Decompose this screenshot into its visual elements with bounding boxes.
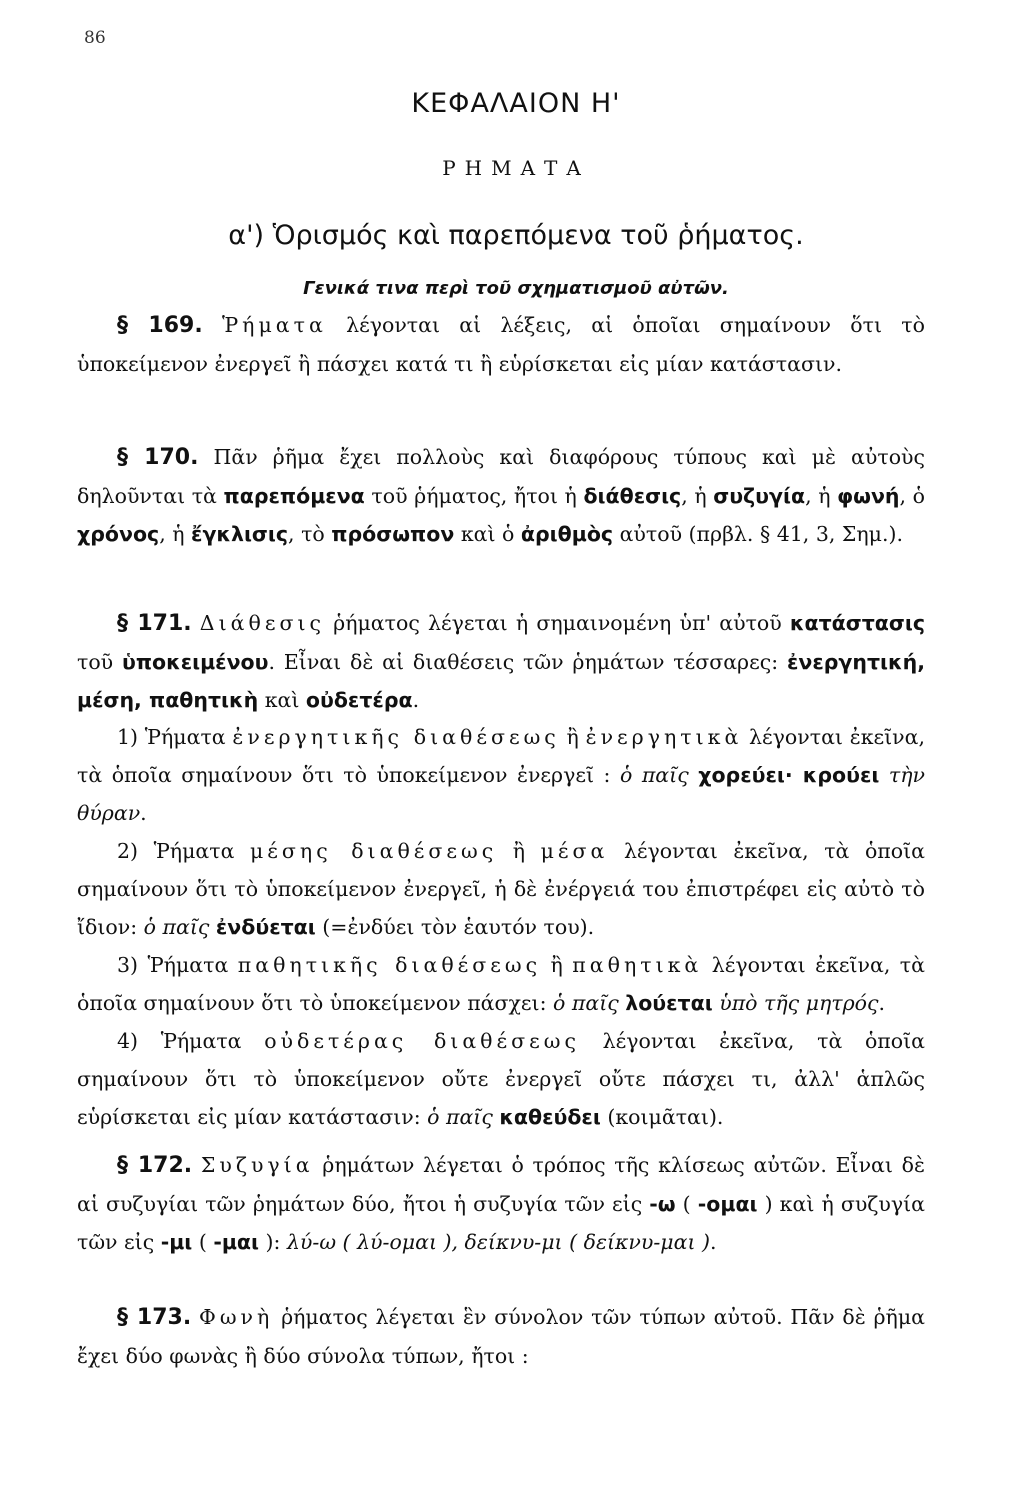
list-item-2	[77, 832, 925, 946]
spaced-term: μέσης διαθέσεως	[249, 839, 498, 863]
paragraph-text: λέγονται αἱ λέξεις, αἱ ὁποῖαι σημαίνουν ὅτι τὸ ὑποκείμενον ἐνεργεῖ ἢ πάσχει κατά τι ἢ εὑρίσκεται εἰς μίαν κατάστασιν.	[77, 313, 925, 376]
defined-term: Διάθεσις	[199, 611, 325, 635]
text: αὐτοῦ (πρβλ. § 41, 3, Σημ.).	[613, 522, 904, 546]
text: Πᾶν ῥῆμα ἔχει πολλοὺς καὶ διαφόρους τύπους καὶ μὲ αὐτοὺς δηλοῦνται τὰ	[77, 445, 925, 508]
paragraph-172	[77, 1146, 925, 1261]
section-number: § 172.	[117, 1153, 193, 1178]
bold-suffix: -ω	[649, 1192, 676, 1216]
italic-example: ὁ παῖς	[619, 763, 689, 787]
text: τοῦ	[77, 650, 122, 674]
text: τοῦ ῥήματος, ἤτοι ἡ	[364, 484, 584, 508]
spaced-term: οὐδετέρας διαθέσεως	[264, 1029, 580, 1053]
text: (=ἐνδύει τὸν ἑαυτόν του).	[315, 915, 595, 939]
section-heading: α') Ὁρισμός καὶ παρεπόμενα τοῦ ῥήματος.	[228, 220, 804, 251]
bold-suffix: -ομαι	[697, 1192, 758, 1216]
italic-example: ὁ παῖς	[143, 915, 210, 939]
text: ἢ	[559, 725, 586, 749]
section-number: § 171.	[117, 611, 192, 636]
text	[689, 763, 699, 787]
text: λέγονται ἐκεῖνα, τὰ ὁποῖα σημαίνουν ὅτι τὸ ὑποκείμενον ἐνεργεῖ :	[77, 725, 925, 787]
section-number: § 173.	[117, 1305, 192, 1330]
bold-term: ἀριθμὸς	[520, 522, 614, 546]
section-number: § 169.	[117, 313, 203, 338]
spaced-term: ἐνεργητικῆς διαθέσεως	[232, 725, 560, 749]
text: ῥημάτων λέγεται ὁ τρόπος τῆς κλίσεως αὐτῶν. Εἶναι δὲ αἱ συζυγίαι τῶν ῥημάτων δύο, ἤτοι ἡ συζυγία τῶν εἰς	[77, 1153, 925, 1216]
text: καὶ	[258, 688, 306, 712]
italic-example: ὁ παῖς	[553, 991, 619, 1015]
text: .	[140, 801, 147, 825]
page-number: 86	[84, 28, 106, 48]
text: ἢ	[497, 839, 541, 863]
bold-example: ἐνδύεται	[215, 915, 316, 939]
text: λέγονται ἐκεῖνα, τὰ ὁποῖα σημαίνουν ὅτι τὸ ὑποκείμενον πάσχει:	[77, 953, 925, 1015]
list-item-4	[77, 1022, 925, 1136]
bold-term: φωνή	[837, 484, 900, 508]
section-subheading: Γενικά τινα περὶ τοῦ σχηματισμοῦ αὐτῶν.	[303, 278, 729, 299]
defined-term: Συζυγία	[200, 1153, 314, 1177]
text: ῥήματος λέγεται ἡ σημαινομένη ὑπ' αὐτοῦ	[324, 611, 790, 635]
italic-example: ὁ παῖς	[427, 1105, 493, 1129]
text: (	[192, 1230, 214, 1254]
text: , τὸ	[288, 522, 332, 546]
text: .	[878, 991, 886, 1015]
bold-example: χορεύει· κρούει	[698, 763, 880, 787]
bold-term: ὑποκειμένου	[121, 650, 269, 674]
bold-term: διάθεσις	[583, 484, 682, 508]
italic-example: ὑπὸ τῆς μητρός	[719, 991, 879, 1015]
spaced-term: ἐνεργητικὰ	[585, 725, 743, 749]
spaced-term: παθητικῆς διαθέσεως	[237, 953, 542, 977]
text: ) καὶ ἡ συζυγία τῶν εἰς	[77, 1192, 925, 1254]
text	[879, 763, 889, 787]
bold-example: καθεύδει	[499, 1105, 601, 1129]
defined-term: Ῥήματα	[221, 313, 327, 337]
text: (κοιμᾶται).	[600, 1105, 724, 1129]
text: λέγονται ἐκεῖνα, τὰ ὁποῖα σημαίνουν ὅτι τὸ ὑποκείμενον οὔτε ἐνεργεῖ οὔτε πάσχει τι, ἀλλ' ἁπλῶς εὑρίσκεται εἰς μίαν κατάστασιν:	[77, 1029, 925, 1129]
text: , ἡ	[159, 522, 192, 546]
bold-term: πρόσωπον	[331, 522, 455, 546]
bold-suffix: -μι	[160, 1230, 193, 1254]
text: , ὁ	[899, 484, 925, 508]
bold-suffix: -μαι	[213, 1230, 259, 1254]
text: .	[412, 688, 420, 712]
text: 1) Ῥήματα	[117, 725, 233, 749]
paragraph-171	[77, 604, 925, 719]
text: 2) Ῥήματα	[117, 839, 250, 863]
list-item-1	[77, 718, 925, 832]
chapter-title: ΚΕΦΑΛΑΙΟΝ Η'	[411, 88, 621, 119]
text: 3) Ῥήματα	[117, 953, 238, 977]
bold-example: λούεται	[625, 991, 713, 1015]
spaced-term: παθητικὰ	[572, 953, 703, 977]
bold-term: ἐνεργητική, μέση, παθητικὴ	[77, 650, 925, 712]
section-number: § 170.	[117, 445, 199, 470]
bold-term: κατάστασις	[789, 611, 925, 635]
defined-term: Φωνὴ	[199, 1305, 274, 1329]
text: ῥήματος λέγεται ἓν σύνολον τῶν τύπων αὐτοῦ. Πᾶν δὲ ῥῆμα ἔχει δύο φωνὰς ἢ δύο σύνολα τύπων, ἤτοι :	[77, 1305, 925, 1368]
text: (	[675, 1192, 698, 1216]
spaced-term: μέσα	[540, 839, 609, 863]
text: ἢ	[541, 953, 573, 977]
paragraph-173	[77, 1298, 925, 1375]
bold-term: ἔγκλισις	[191, 522, 289, 546]
chapter-subtitle: ΡΗΜΑΤΑ	[442, 156, 590, 180]
text: , ἡ	[805, 484, 838, 508]
text: λέγονται ἐκεῖνα, τὰ ὁποῖα σημαίνουν ὅτι τὸ ὑποκείμενον ἐνεργεῖ, ἡ δὲ ἐνέργειά του ἐπιστρέφει εἰς αὐτὸ τὸ ἴδιον:	[77, 839, 925, 939]
text: , ἡ	[681, 484, 714, 508]
text: . Εἶναι δὲ αἱ διαθέσεις τῶν ῥημάτων τέσσαρες:	[268, 650, 787, 674]
italic-example: τὴν θύραν	[77, 763, 925, 825]
bold-term: παρεπόμενα	[223, 484, 365, 508]
bold-term: χρόνος	[77, 522, 160, 546]
italic-example: λύ-ω ( λύ-ομαι ), δείκνυ-μι ( δείκνυ-μαι )	[286, 1230, 711, 1254]
bold-term: συζυγία	[713, 484, 806, 508]
text: καὶ ὁ	[454, 522, 521, 546]
text: .	[710, 1230, 717, 1254]
list-item-3	[77, 946, 925, 1022]
bold-term: οὐδετέρα	[305, 688, 413, 712]
text: 4) Ῥήματα	[117, 1029, 265, 1053]
paragraph-169	[77, 306, 925, 383]
paragraph-170	[77, 438, 925, 553]
text: ):	[259, 1230, 287, 1254]
